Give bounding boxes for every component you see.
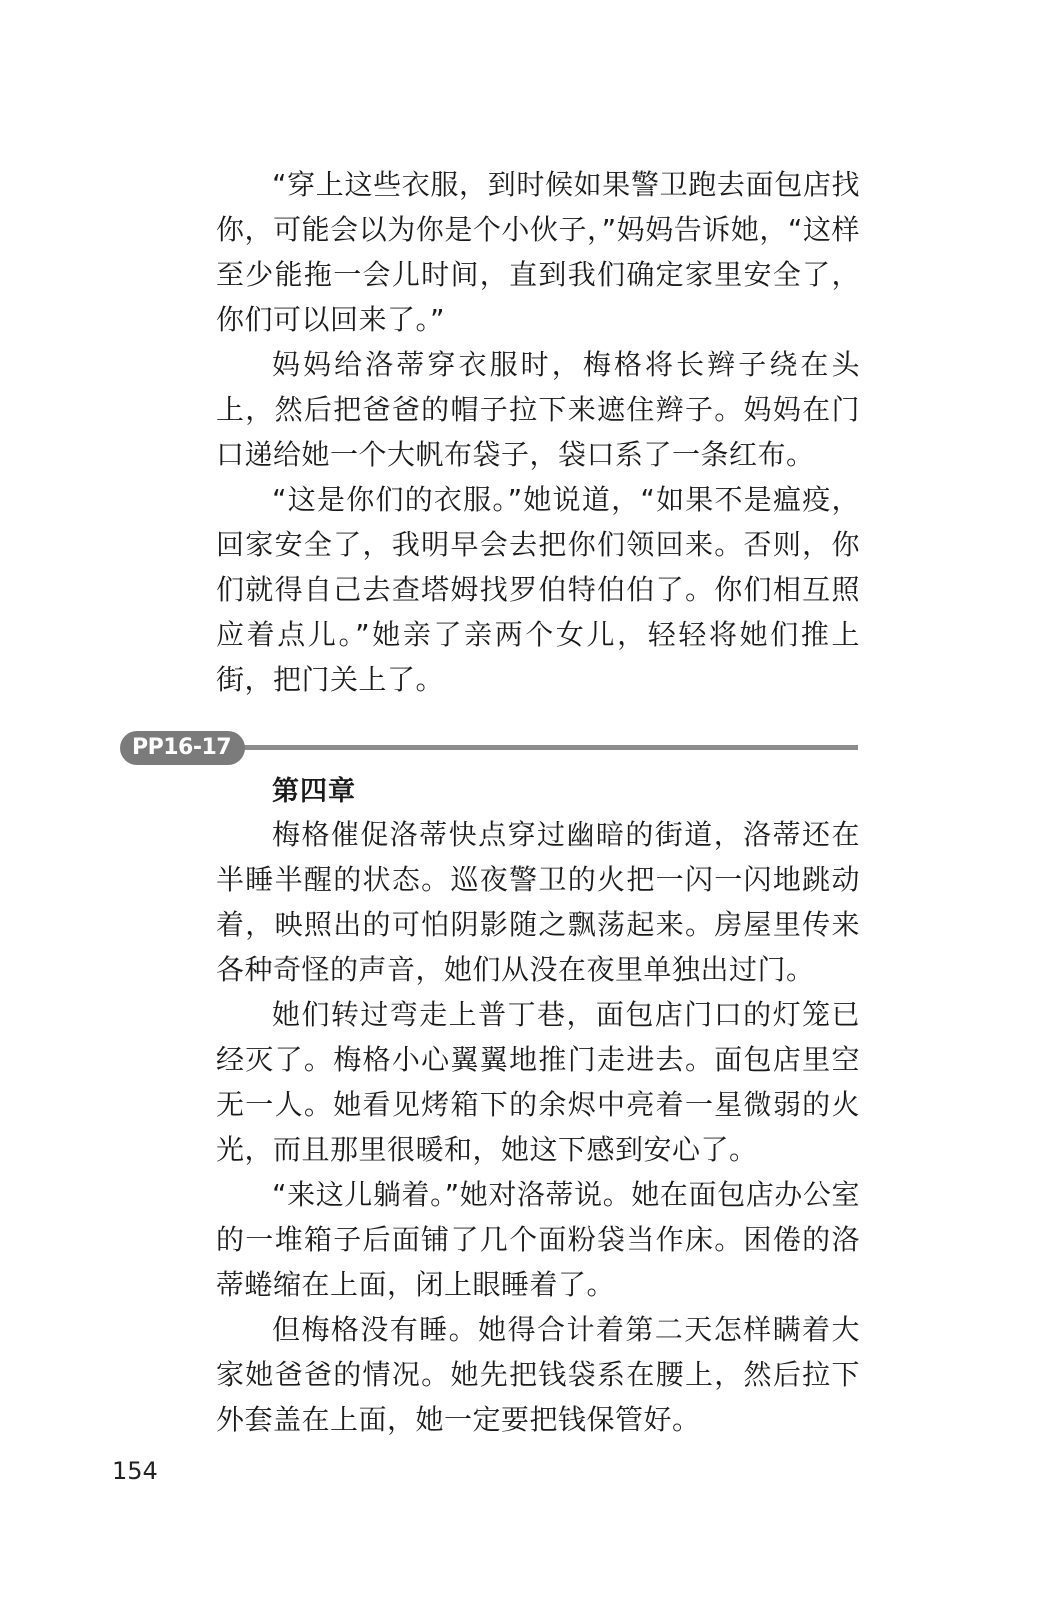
paragraph: 但梅格没有睡。她得合计着第二天怎样瞒着大家她爸爸的情况。她先把钱袋系在腰上，然后拉下外套盖在上面，她一定要把钱保管好。 <box>216 1313 860 1436</box>
chapter-title: 第四章 <box>272 776 356 807</box>
section-divider-line <box>220 745 858 750</box>
story-text-before-section <box>216 162 860 702</box>
section-tag: PP16-17 <box>120 731 245 765</box>
story-text-chapter-four <box>216 812 860 1442</box>
paragraph: 她们转过弯走上普丁巷，面包店门口的灯笼已经灭了。梅格小心翼翼地推门走进去。面包店里空无一人。她看见烤箱下的余烬中亮着一星微弱的火光，而且那里很暖和，她这下感到安心了。 <box>216 998 860 1166</box>
paragraph: “这是你们的衣服。”她说道，“如果不是瘟疫，回家安全了，我明早会去把你们领回来。否则，你们就得自己去查塔姆找罗伯特伯伯了。你们相互照应着点儿。”她亲了亲两个女儿，轻轻将她们推上街，把门关上了。 <box>216 483 860 696</box>
section-marker <box>120 731 858 765</box>
paragraph: “穿上这些衣服，到时候如果警卫跑去面包店找你，可能会以为你是个小伙子，”妈妈告诉她，“这样至少能拖一会儿时间，直到我们确定家里安全了，你们可以回来了。” <box>216 168 860 336</box>
paragraph: “来这儿躺着。”她对洛蒂说。她在面包店办公室的一堆箱子后面铺了几个面粉袋当作床。困倦的洛蒂蜷缩在上面，闭上眼睡着了。 <box>216 1178 860 1301</box>
page-number: 154 <box>112 1457 158 1485</box>
paragraph: 妈妈给洛蒂穿衣服时，梅格将长辫子绕在头上，然后把爸爸的帽子拉下来遮住辫子。妈妈在门口递给她一个大帆布袋子，袋口系了一条红布。 <box>216 348 860 471</box>
paragraph: 梅格催促洛蒂快点穿过幽暗的街道，洛蒂还在半睡半醒的状态。巡夜警卫的火把一闪一闪地跳动着，映照出的可怕阴影随之飘荡起来。房屋里传来各种奇怪的声音，她们从没在夜里单独出过门。 <box>216 818 860 986</box>
